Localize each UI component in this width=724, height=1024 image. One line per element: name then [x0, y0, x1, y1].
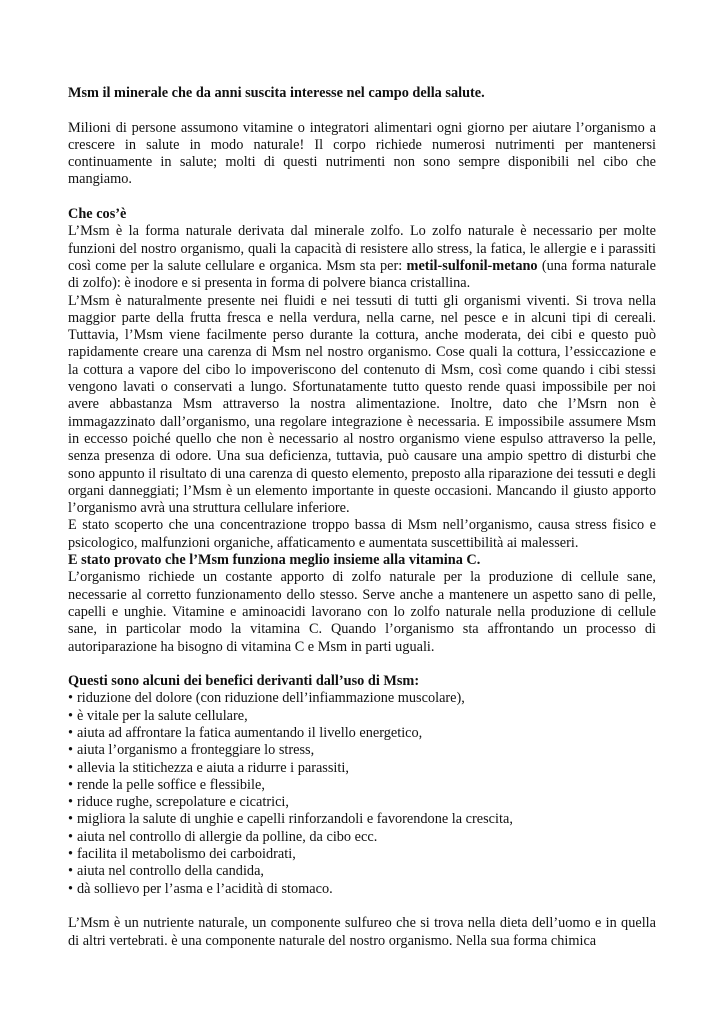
definition-text-end: (una forma naturale di zolfo): è inodore e si presenta in forma di polvere bianca cristallina.: [68, 257, 656, 292]
benefit-text: rende la pelle soffice e flessibile,: [77, 776, 265, 793]
bullet-icon: •: [68, 863, 74, 880]
bullet-icon: •: [68, 707, 74, 724]
benefit-item: [68, 794, 656, 811]
benefit-text: riduzione del dolore (con riduzione dell’infiammazione muscolare),: [77, 690, 465, 707]
bullet-icon: •: [68, 846, 74, 863]
benefit-text: dà sollievo per l’asma e l’acidità di stomaco.: [77, 880, 333, 897]
bullet-icon: •: [68, 794, 74, 811]
deficiency-paragraph: E stato scoperto che una concentrazione troppo bassa di Msm nell’organismo, causa stress fisico e psicologico, malfunzioni organiche, affaticamento e aumentata suscettibilità ai malesseri.: [68, 517, 656, 551]
paragraph-gap: [68, 102, 656, 119]
closing-paragraph: L’Msm è un nutriente naturale, un componente sulfureo che si trova nella dieta dell’uomo e in quella di altri vertebrati. è una componente naturale del nostro organismo. Nella sua forma chimica: [68, 915, 656, 949]
bullet-icon: •: [68, 759, 74, 776]
benefit-item: [68, 777, 656, 794]
paragraph-gap: [68, 189, 656, 206]
bullet-icon: •: [68, 776, 74, 793]
bullet-icon: •: [68, 828, 74, 845]
presence-paragraph: L’Msm è naturalmente presente nei fluidi e nei tessuti di tutti gli organismi viventi. Si trova nella maggior parte della frutta fresca e nella verdura, nella carne, nel pesce e in alcuni tipi di cereali. Tuttavia, l’Msm viene facilmente perso durante la cottura, anche moderata, dei cibi e questo può rapidamente creare una carenza di Msm nel nostro organismo. Cose quali la cottura, l’essiccazione e la cottura a vapore del cibo lo impoveriscono del contenuto di Msm, così come quando i cibi stessi vengono lavati o conservati a lungo. Sfortunatamente tutto questo rende quasi impossibile per noi avere abbastanza Msm attraverso la nostra alimentazione. Inoltre, dato che l’Msrn non è immagazzinato dall’organismo, una regolare integrazione è necessaria. E impossibile assumere Msm in eccesso poiché quello che non è necessario al nostro organismo viene espulso attraverso la pelle, senza presenza di odore. Una sua deficienza, tuttavia, può causare una ampio spettro di disturbi che sono appunto il risultato di una carenza di questo elemento, preposto alla riparazione dei tessuti e degli organi danneggiati; l’Msm è un elemento importante in queste occasioni. Mancando il giusto apporto l’organismo avrà una struttura cellulare inferiore.: [68, 292, 656, 517]
benefit-text: è vitale per la salute cellulare,: [77, 707, 248, 724]
vitamin-c-paragraph: L’organismo richiede un costante apporto di zolfo naturale per la produzione di cellule sane, necessarie al corretto funzionamento dello stesso. Serve anche a mantenere un aspetto sano di pelle, capelli e unghie. Vitamine e aminoacidi lavorano con lo zolfo naturale nella produzione di cellule sane, in particolar modo la vitamina C. Quando l’organismo sta affrontando un processo di autoriparazione ha bisogno di vitamina C e Msm in parti uguali.: [68, 569, 656, 655]
benefit-text: allevia la stitichezza e aiuta a ridurre i parassiti,: [77, 759, 349, 776]
section-heading-vitamin-c: E stato provato che l’Msm funziona meglio insieme alla vitamina C.: [68, 552, 481, 569]
benefit-text: riduce rughe, screpolature e cicatrici,: [77, 794, 289, 811]
bullet-icon: •: [68, 724, 74, 741]
benefit-item: [68, 829, 656, 846]
benefit-item: [68, 863, 656, 880]
benefit-item: [68, 760, 656, 777]
benefit-item: [68, 881, 656, 898]
benefit-item: [68, 742, 656, 759]
document-title: Msm il minerale che da anni suscita interesse nel campo della salute.: [68, 85, 485, 101]
definition-paragraph: [68, 223, 656, 292]
benefit-text: facilita il metabolismo dei carboidrati,: [77, 846, 296, 863]
bullet-icon: •: [68, 742, 74, 759]
definition-text: L’Msm è la forma naturale derivata dal minerale zolfo. Lo zolfo naturale è necessario per molte funzioni del nostro organismo, quali la capacità di resistere allo stress, la fatica, le allergie e i parassiti così come per la salute cellulare e organica. Msm sta per:: [68, 223, 656, 274]
intro-paragraph: Milioni di persone assumono vitamine o integratori alimentari ogni giorno per aiutare l’organismo a crescere in salute in modo naturale! Il corpo richiede numerosi nutrimenti per mantenersi continuamente in salute; molti di questi nutrimenti non sono sempre disponibili nel cibo che mangiamo.: [68, 119, 656, 188]
document-page: [68, 85, 656, 950]
benefit-text: migliora la salute di unghie e capelli rinforzandoli e favorendone la crescita,: [77, 811, 513, 828]
benefits-list: [68, 690, 656, 898]
bullet-icon: •: [68, 811, 74, 828]
benefit-text: aiuta nel controllo della candida,: [77, 863, 264, 880]
paragraph-gap: [68, 656, 656, 673]
benefit-item: [68, 846, 656, 863]
benefit-item: [68, 725, 656, 742]
benefit-item: [68, 690, 656, 707]
bullet-icon: •: [68, 690, 74, 707]
benefit-text: aiuta ad affrontare la fatica aumentando il livello energetico,: [77, 724, 423, 741]
benefit-item: [68, 708, 656, 725]
bullet-icon: •: [68, 880, 74, 897]
benefit-text: aiuta l’organismo a fronteggiare lo stress,: [77, 742, 315, 759]
section-heading-what-is: Che cos’è: [68, 206, 127, 223]
benefit-text: aiuta nel controllo di allergie da polline, da cibo ecc.: [77, 828, 378, 845]
section-heading-benefits: Questi sono alcuni dei benefici derivanti dall’uso di Msm:: [68, 673, 420, 690]
msm-full-name: metil-sulfonil-metano: [406, 257, 538, 274]
benefit-item: [68, 811, 656, 828]
paragraph-gap: [68, 898, 656, 915]
